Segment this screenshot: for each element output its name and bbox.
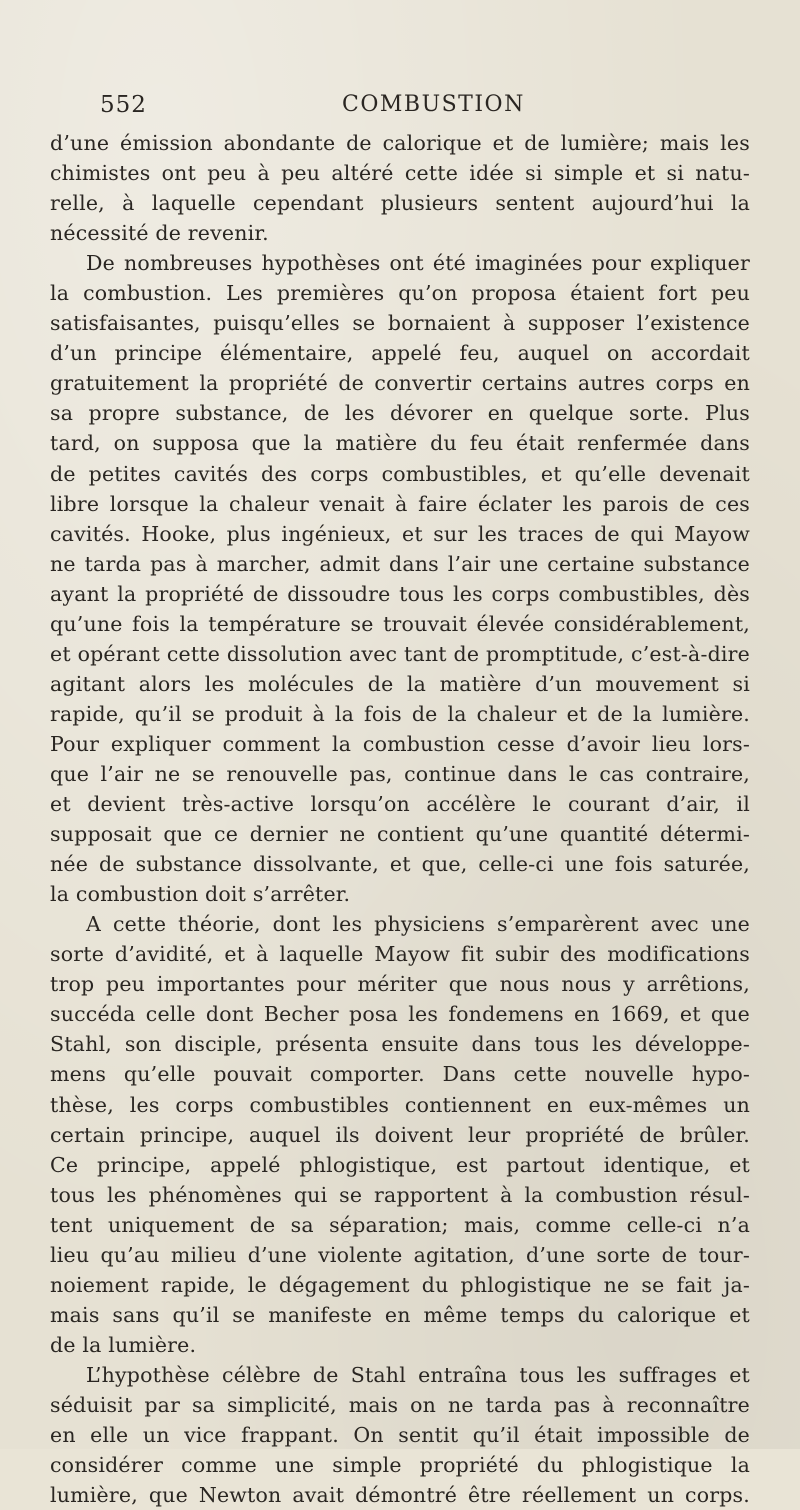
- text-line: trop peu importantes pour mériter que nous nous y arrêtions,: [50, 972, 750, 997]
- text-line: rapide, qu’il se produit à la fois de la chaleur et de la lumière.: [50, 701, 750, 726]
- text-line: libre lorsque la chaleur venait à faire éclater les parois de ces: [50, 491, 750, 516]
- text-line: agitant alors les molécules de la matière d’un mouvement si: [50, 671, 750, 696]
- text-line: qu’une fois la température se trouvait élevée considérablement,: [50, 611, 750, 636]
- text-line: séduisit par sa simplicité, mais on ne tarda pas à reconnaître: [50, 1392, 750, 1417]
- text-line: que l’air ne se renouvelle pas, continue dans le cas contraire,: [50, 761, 750, 786]
- text-line: d’une émission abondante de calorique et de lumière; mais les: [50, 131, 750, 155]
- page-number: 552: [100, 92, 147, 118]
- text-line: et devient très-active lorsqu’on accélère le courant d’air, il: [50, 792, 750, 817]
- text-line: de la lumière.: [50, 1332, 197, 1357]
- text-line: De nombreuses hypothèses ont été imaginées pour expliquer: [86, 251, 750, 276]
- text-line: sa propre substance, de les dévorer en quelque sorte. Plus: [50, 401, 750, 426]
- text-line: la combustion. Les premières qu’on proposa étaient fort peu: [50, 281, 750, 306]
- text-line: de petites cavités des corps combustibles, et qu’elle devenait: [50, 461, 750, 486]
- text-line: satisfaisantes, puisqu’elles se bornaient à supposer l’existence: [50, 311, 750, 336]
- text-line: gratuitement la propriété de convertir certains autres corps en: [50, 371, 750, 396]
- text-line: Pour expliquer comment la combustion cesse d’avoir lieu lors-: [50, 731, 750, 756]
- text-line: Stahl, son disciple, présenta ensuite dans tous les développe-: [50, 1032, 750, 1057]
- text-line: L’hypothèse célèbre de Stahl entraîna tous les suffrages et: [86, 1362, 750, 1387]
- text-line: considérer comme une simple propriété du phlogistique la: [50, 1453, 750, 1478]
- text-line: née de substance dissolvante, et que, celle-ci une fois saturée,: [50, 852, 750, 877]
- text-line: nécessité de revenir.: [50, 221, 269, 246]
- text-line: mens qu’elle pouvait comporter. Dans cette nouvelle hypo-: [50, 1062, 750, 1087]
- text-line: d’un principe élémentaire, appelé feu, auquel on accordait: [50, 341, 750, 366]
- text-line: cavités. Hooke, plus ingénieux, et sur les traces de qui Mayow: [50, 521, 750, 546]
- text-line: noiement rapide, le dégagement du phlogistique ne se fait ja-: [50, 1272, 750, 1297]
- running-title: COMBUSTION: [342, 92, 525, 117]
- text-line: chimistes ont peu à peu altéré cette idée si simple et si natu-: [50, 161, 750, 186]
- text-line: la combustion doit s’arrêter.: [50, 882, 351, 907]
- text-line: succéda celle dont Becher posa les fondemens en 1669, et que: [50, 1002, 750, 1027]
- text-line: sorte d’avidité, et à laquelle Mayow fit subir des modifications: [50, 942, 750, 967]
- text-line: tard, on supposa que la matière du feu était renfermée dans: [50, 431, 750, 456]
- text-line: A cette théorie, dont les physiciens s’emparèrent avec une: [86, 912, 750, 937]
- body-text: [50, 128, 750, 1510]
- text-line: Ce principe, appelé phlogistique, est partout identique, et: [50, 1152, 750, 1177]
- text-line: mais sans qu’il se manifeste en même temps du calorique et: [50, 1302, 750, 1327]
- text-line: supposait que ce dernier ne contient qu’une quantité détermi-: [50, 822, 750, 847]
- text-line: tent uniquement de sa séparation; mais, comme celle-ci n’a: [50, 1212, 750, 1237]
- text-line: relle, à laquelle cependant plusieurs sentent aujourd’hui la: [50, 191, 750, 216]
- text-line: et opérant cette dissolution avec tant de promptitude, c’est-à-dire: [50, 641, 750, 666]
- text-line: ayant la propriété de dissoudre tous les corps combustibles, dès: [50, 581, 750, 606]
- text-line: certain principe, auquel ils doivent leur propriété de brûler.: [50, 1122, 750, 1147]
- text-line: ne tarda pas à marcher, admit dans l’air une certaine substance: [50, 551, 750, 576]
- text-line: en elle un vice frappant. On sentit qu’il était impossible de: [50, 1423, 750, 1448]
- text-line: thèse, les corps combustibles contiennent en eux-mêmes un: [50, 1092, 750, 1117]
- text-line: lumière, que Newton avait démontré être réellement un corps.: [50, 1483, 750, 1508]
- text-line: lieu qu’au milieu d’une violente agitation, d’une sorte de tour-: [50, 1242, 750, 1267]
- text-line: tous les phénomènes qui se rapportent à la combustion résul-: [50, 1182, 750, 1207]
- running-head: [100, 92, 750, 122]
